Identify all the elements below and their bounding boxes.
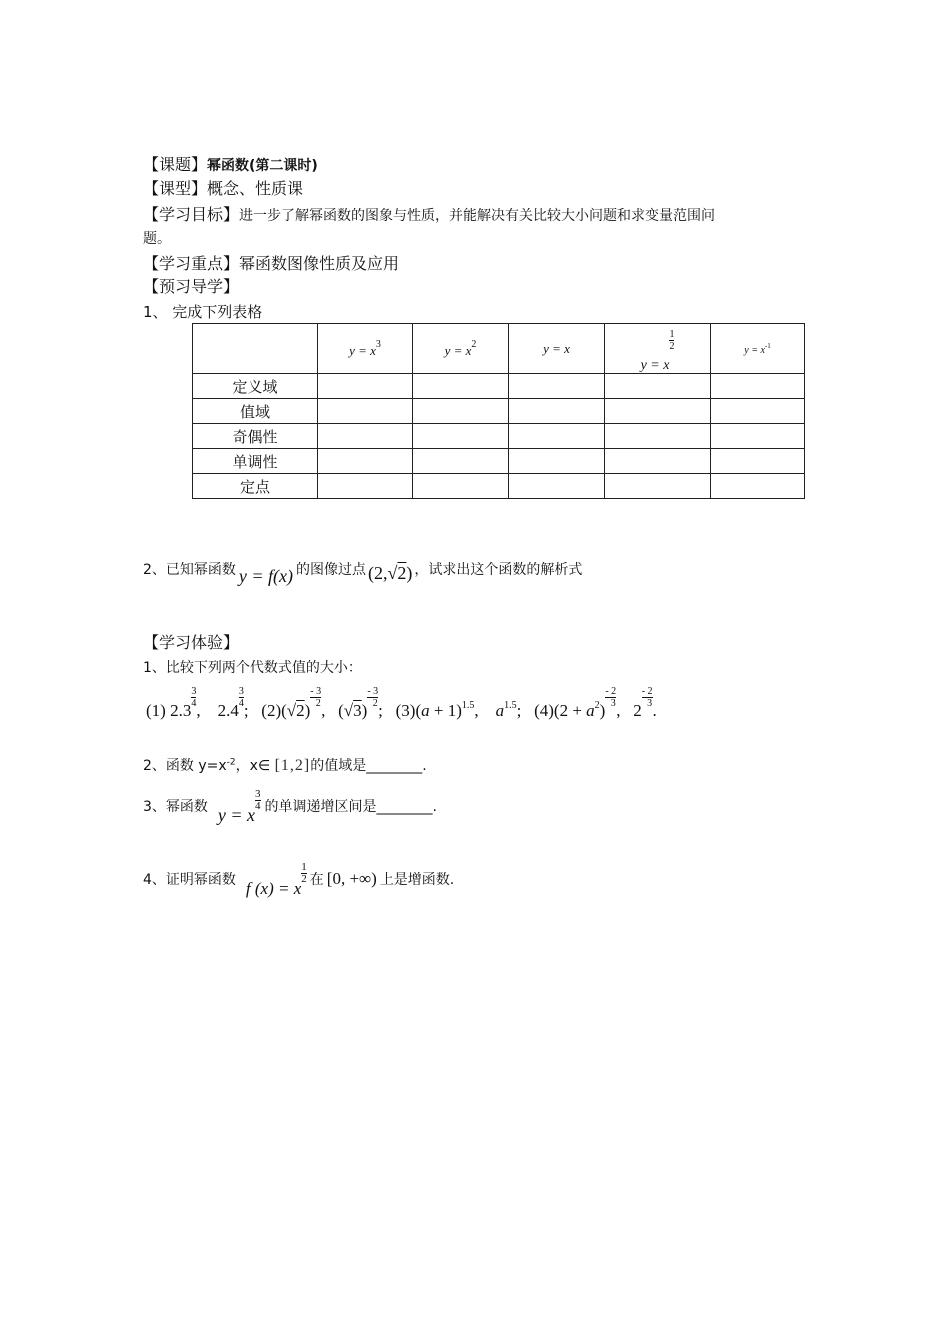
- table-cell[interactable]: [413, 449, 509, 474]
- q2-function: y = f(x): [238, 566, 294, 586]
- table-row: [193, 474, 805, 499]
- type-line: [143, 176, 303, 199]
- table-cell[interactable]: [509, 424, 605, 449]
- q2-exp-mid: ，x∈: [235, 758, 271, 774]
- topic-label: 【课题】: [143, 155, 208, 174]
- topic-title: 幂函数(第二课时): [207, 158, 318, 174]
- col-x-inv: $y = x^{-1}$: [711, 324, 805, 374]
- table-cell[interactable]: [711, 424, 805, 449]
- q4-mid: 在: [309, 872, 324, 888]
- table-row: [193, 449, 805, 474]
- q4-function: f (x) = x: [245, 879, 302, 898]
- table-row: [193, 399, 805, 424]
- table-row: [193, 424, 805, 449]
- table-corner-cell: [193, 324, 318, 374]
- q2-mid: 的图像过点: [296, 562, 367, 578]
- table-cell[interactable]: [509, 474, 605, 499]
- experience-label: 【学习体验】: [143, 633, 240, 652]
- table-cell[interactable]: [711, 374, 805, 399]
- table-cell[interactable]: [509, 449, 605, 474]
- preview-q1: 1、 完成下列表格: [143, 303, 263, 321]
- goal-label: 【学习目标】: [143, 205, 240, 224]
- q2-interval: [1,2]: [274, 757, 311, 774]
- table-header-row: [193, 324, 805, 374]
- table-cell[interactable]: [605, 474, 711, 499]
- table-cell[interactable]: [413, 474, 509, 499]
- q2-prefix: 2、已知幂函数: [143, 562, 236, 578]
- function-table: [192, 323, 805, 499]
- type-value: 概念、性质课: [207, 179, 304, 198]
- comparison-expressions: (1) 2.3 $\frac{3}{4}$ , 2.4 $\frac{3}{4}$ ; (2)(√2) $\frac{- 3}{2}$ , (√3) $\frac{- 3}{2}$ ; $(3)(a + 1)^{1.5}$, $a^{1.5}$; $(4)(2 + a^2)$ $\frac{- 2}{3}$ , 2 $\frac{- 2}{3}$ .: [146, 686, 657, 720]
- q3-suffix: 的单调递增区间是________.: [264, 799, 437, 815]
- experience-q3: 3、幂函数 y = x $\frac{3}{4}$ 的单调递增区间是________.: [143, 788, 437, 825]
- q2-exp-prefix: 2、函数 y=x: [143, 758, 227, 774]
- goal-line: [143, 202, 715, 225]
- table-cell[interactable]: [318, 424, 413, 449]
- row-label-fixed-point: 定点: [193, 474, 318, 499]
- experience-q1: 1、比较下列两个代数式值的大小：: [143, 660, 362, 676]
- key-label: 【学习重点】: [143, 254, 240, 273]
- goal-line-2: 题。: [143, 231, 171, 247]
- table-cell[interactable]: [318, 374, 413, 399]
- table-cell[interactable]: [509, 374, 605, 399]
- q3-function: y = x: [217, 805, 256, 825]
- table-cell[interactable]: [413, 424, 509, 449]
- table-cell[interactable]: [605, 374, 711, 399]
- key-value: 幂函数图像性质及应用: [239, 254, 400, 273]
- col-x: y = x: [509, 324, 605, 374]
- q4-interval: [0, +∞): [326, 869, 377, 888]
- table-cell[interactable]: [318, 474, 413, 499]
- preview-label: 【预习导学】: [143, 277, 240, 296]
- experience-q2: [143, 755, 427, 775]
- col-x3: $y = x^3$: [318, 324, 413, 374]
- goal-text: 进一步了解幂函数的图象与性质，并能解决有关比较大小问题和求变量范围问: [239, 208, 716, 224]
- table-cell[interactable]: [318, 449, 413, 474]
- table-row: [193, 374, 805, 399]
- table-cell[interactable]: [413, 399, 509, 424]
- table-cell[interactable]: [711, 474, 805, 499]
- table-cell[interactable]: [711, 449, 805, 474]
- table-cell[interactable]: [605, 424, 711, 449]
- row-label-monotonicity: 单调性: [193, 449, 318, 474]
- experience-q4: 4、证明幂函数 f (x) = x $\frac{1}{2}$ 在 [0, +∞) 上是增函数.: [143, 861, 455, 898]
- table-cell[interactable]: [605, 449, 711, 474]
- row-label-parity: 奇偶性: [193, 424, 318, 449]
- table-cell[interactable]: [318, 399, 413, 424]
- topic-line: [143, 152, 318, 175]
- table-cell[interactable]: [413, 374, 509, 399]
- key-line: [143, 251, 399, 274]
- q4-prefix: 4、证明幂函数: [143, 872, 236, 888]
- type-label: 【课型】: [143, 179, 208, 198]
- q2-suffix: ，试求出这个函数的解析式: [414, 562, 583, 578]
- col-x2: $y = x^2$: [413, 324, 509, 374]
- preview-q2: [143, 558, 583, 586]
- table-cell[interactable]: [605, 399, 711, 424]
- table-cell[interactable]: [509, 399, 605, 424]
- table-cell[interactable]: [711, 399, 805, 424]
- q4-suffix: 上是增函数.: [379, 872, 455, 888]
- col-x-half: y = x $\frac{1}{2}$: [605, 324, 711, 374]
- row-label-range: 值域: [193, 399, 318, 424]
- q2-exponent: -2: [226, 757, 236, 768]
- q2-point: (2,√2): [368, 563, 413, 583]
- row-label-domain: 定义域: [193, 374, 318, 399]
- q3-prefix: 3、幂函数: [143, 799, 208, 815]
- q2-exp-suffix: 的值域是________.: [310, 758, 427, 774]
